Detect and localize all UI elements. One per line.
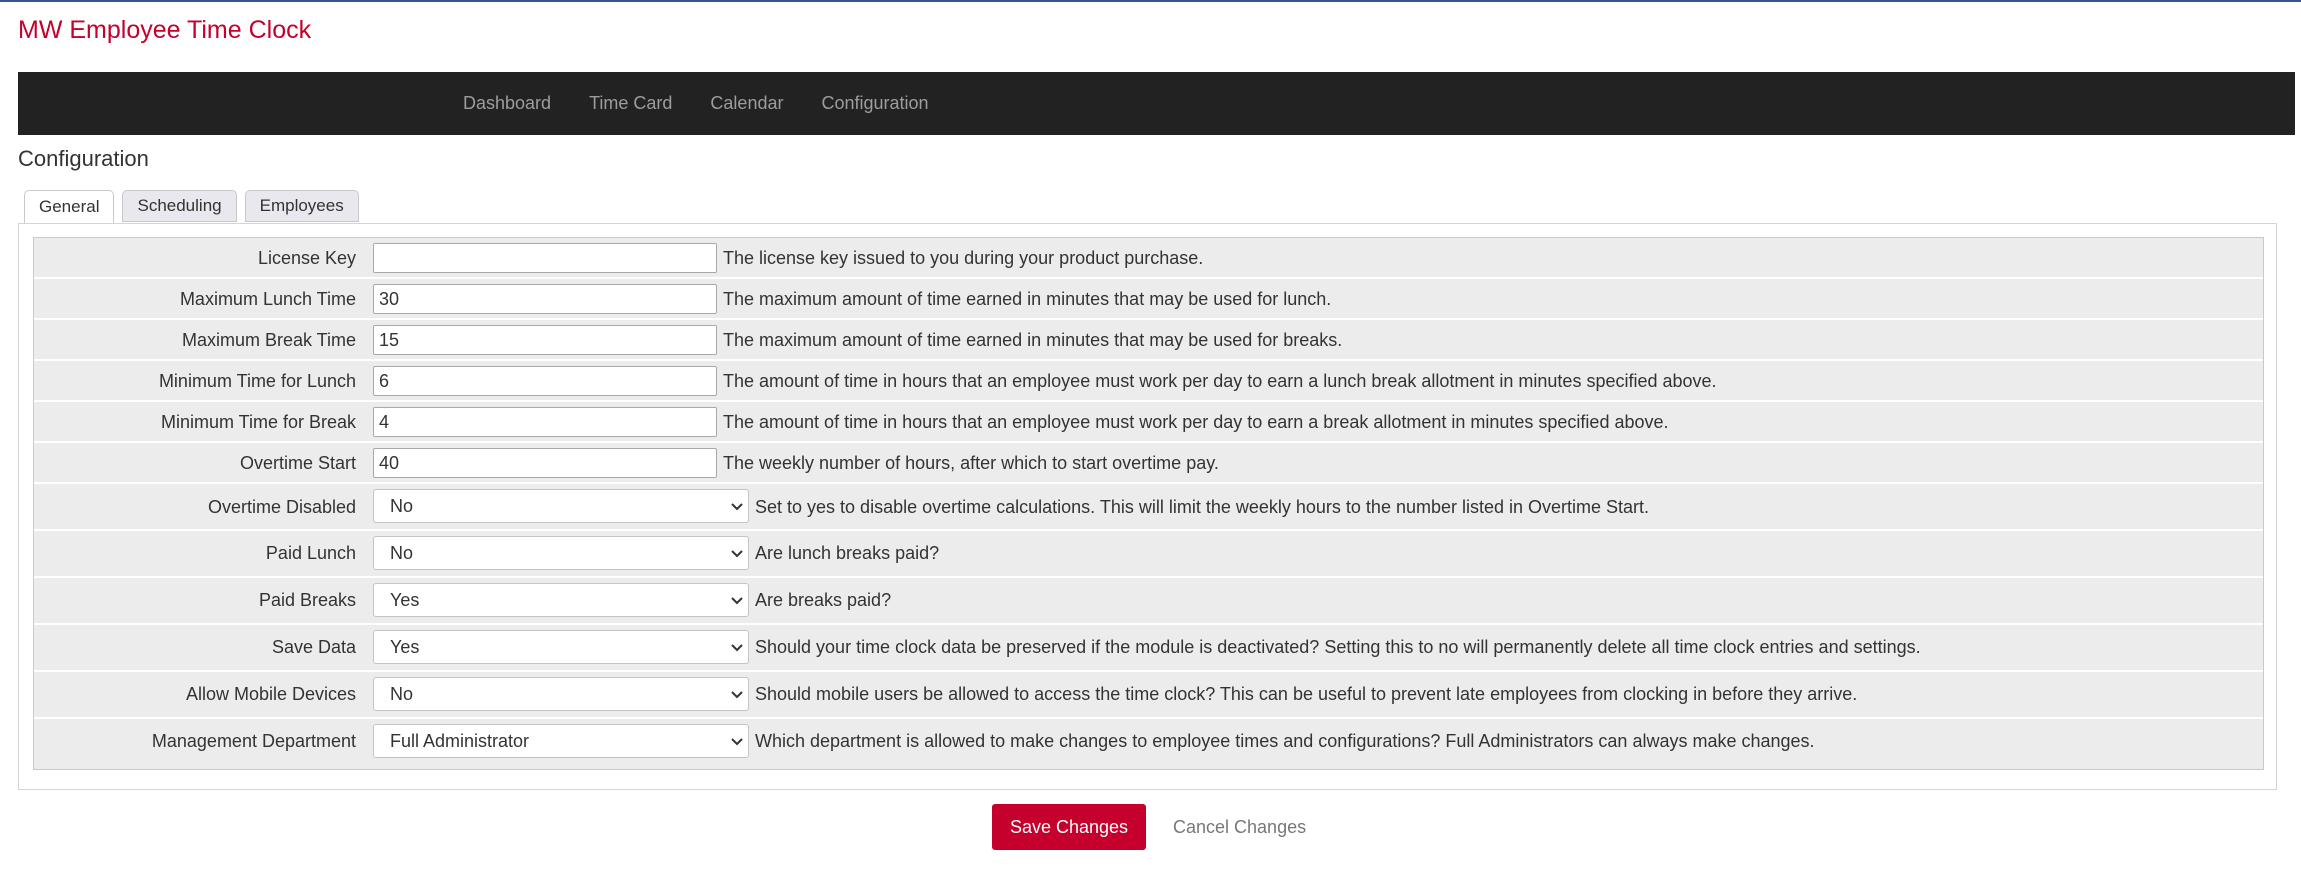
label-overtime-start: Overtime Start <box>239 453 356 473</box>
minimum-time-for-lunch-input[interactable] <box>373 366 717 396</box>
allow-mobile-devices-select[interactable] <box>373 677 749 711</box>
row-minimum-time-for-break <box>34 402 2263 443</box>
desc-management-department: Which department is allowed to make changes to employee times and configurations? Full Administrators can always make changes. <box>755 731 1815 751</box>
desc-minimum-time-for-lunch: The amount of time in hours that an employee must work per day to earn a lunch break allotment in minutes specified above. <box>723 371 1717 391</box>
paid-lunch-select[interactable] <box>373 536 749 570</box>
maximum-break-time-input[interactable] <box>373 325 717 355</box>
page-heading: Configuration <box>18 146 149 171</box>
save-changes-button[interactable]: Save Changes <box>992 804 1146 850</box>
tab-employees[interactable]: Employees <box>245 190 359 222</box>
label-minimum-time-for-break: Minimum Time for Break <box>160 412 356 432</box>
row-paid-breaks <box>34 578 2263 625</box>
row-allow-mobile-devices <box>34 672 2263 719</box>
chevron-down-icon <box>730 734 744 748</box>
label-management-department: Management Department <box>151 731 356 751</box>
chevron-down-icon <box>730 640 744 654</box>
label-overtime-disabled: Overtime Disabled <box>207 497 356 517</box>
management-department-select[interactable] <box>373 724 749 758</box>
desc-paid-lunch: Are lunch breaks paid? <box>755 543 940 563</box>
settings-table <box>33 237 2264 770</box>
license-key-input[interactable] <box>373 243 717 273</box>
nav-dashboard[interactable]: Dashboard <box>463 93 552 113</box>
nav-configuration[interactable]: Configuration <box>821 93 929 113</box>
minimum-time-for-break-input[interactable] <box>373 407 717 437</box>
desc-paid-breaks: Are breaks paid? <box>755 590 892 610</box>
label-maximum-lunch-time: Maximum Lunch Time <box>179 289 356 309</box>
tab-general[interactable]: General <box>24 190 114 224</box>
row-maximum-lunch-time <box>34 279 2263 320</box>
desc-allow-mobile-devices: Should mobile users be allowed to access the time clock? This can be useful to prevent late employees from clocking in before they arrive. <box>755 684 1858 704</box>
chevron-down-icon <box>730 593 744 607</box>
config-tabs <box>24 190 367 224</box>
nav-links <box>463 72 967 135</box>
row-overtime-disabled <box>34 484 2263 531</box>
label-paid-lunch: Paid Lunch <box>265 543 356 563</box>
chevron-down-icon <box>730 687 744 701</box>
desc-save-data: Should your time clock data be preserved if the module is deactivated? Setting this to no will permanently delete all time clock entries and settings. <box>755 637 1921 657</box>
desc-maximum-break-time: The maximum amount of time earned in minutes that may be used for breaks. <box>723 330 1343 350</box>
label-license-key: License Key <box>257 248 356 268</box>
label-minimum-time-for-lunch: Minimum Time for Lunch <box>158 371 356 391</box>
desc-overtime-start: The weekly number of hours, after which to start overtime pay. <box>723 453 1219 473</box>
paid-breaks-select[interactable] <box>373 583 749 617</box>
desc-maximum-lunch-time: The maximum amount of time earned in minutes that may be used for lunch. <box>723 289 1332 309</box>
desc-minimum-time-for-break: The amount of time in hours that an employee must work per day to earn a break allotment in minutes specified above. <box>723 412 1669 432</box>
desc-overtime-disabled: Set to yes to disable overtime calculations. This will limit the weekly hours to the number listed in Overtime Start. <box>755 497 1650 517</box>
management-department-value: Full Administrator <box>390 731 530 751</box>
nav-time-card[interactable]: Time Card <box>589 93 673 113</box>
allow-mobile-devices-value: No <box>390 684 414 704</box>
cancel-changes-button[interactable]: Cancel Changes <box>1173 817 1307 837</box>
label-allow-mobile-devices: Allow Mobile Devices <box>185 684 356 704</box>
tab-scheduling[interactable]: Scheduling <box>122 190 236 222</box>
general-panel <box>18 223 2277 790</box>
save-data-select[interactable] <box>373 630 749 664</box>
overtime-start-input[interactable] <box>373 448 717 478</box>
chevron-down-icon <box>730 499 744 513</box>
paid-breaks-value: Yes <box>390 590 420 610</box>
chevron-down-icon <box>730 546 744 560</box>
navbar <box>18 72 2295 135</box>
top-rule <box>0 0 2301 2</box>
nav-calendar[interactable]: Calendar <box>710 93 784 113</box>
label-paid-breaks: Paid Breaks <box>258 590 356 610</box>
overtime-disabled-select[interactable] <box>373 489 749 523</box>
maximum-lunch-time-input[interactable] <box>373 284 717 314</box>
overtime-disabled-value: No <box>390 496 414 516</box>
row-save-data <box>34 625 2263 672</box>
app-title: MW Employee Time Clock <box>18 16 312 44</box>
paid-lunch-value: No <box>390 543 414 563</box>
save-data-value: Yes <box>390 637 420 657</box>
desc-license-key: The license key issued to you during your product purchase. <box>723 248 1204 268</box>
row-license-key <box>34 238 2263 279</box>
row-minimum-time-for-lunch <box>34 361 2263 402</box>
row-paid-lunch <box>34 531 2263 578</box>
label-save-data: Save Data <box>271 637 356 657</box>
row-overtime-start <box>34 443 2263 484</box>
label-maximum-break-time: Maximum Break Time <box>181 330 356 350</box>
row-management-department <box>34 719 2263 767</box>
row-maximum-break-time <box>34 320 2263 361</box>
